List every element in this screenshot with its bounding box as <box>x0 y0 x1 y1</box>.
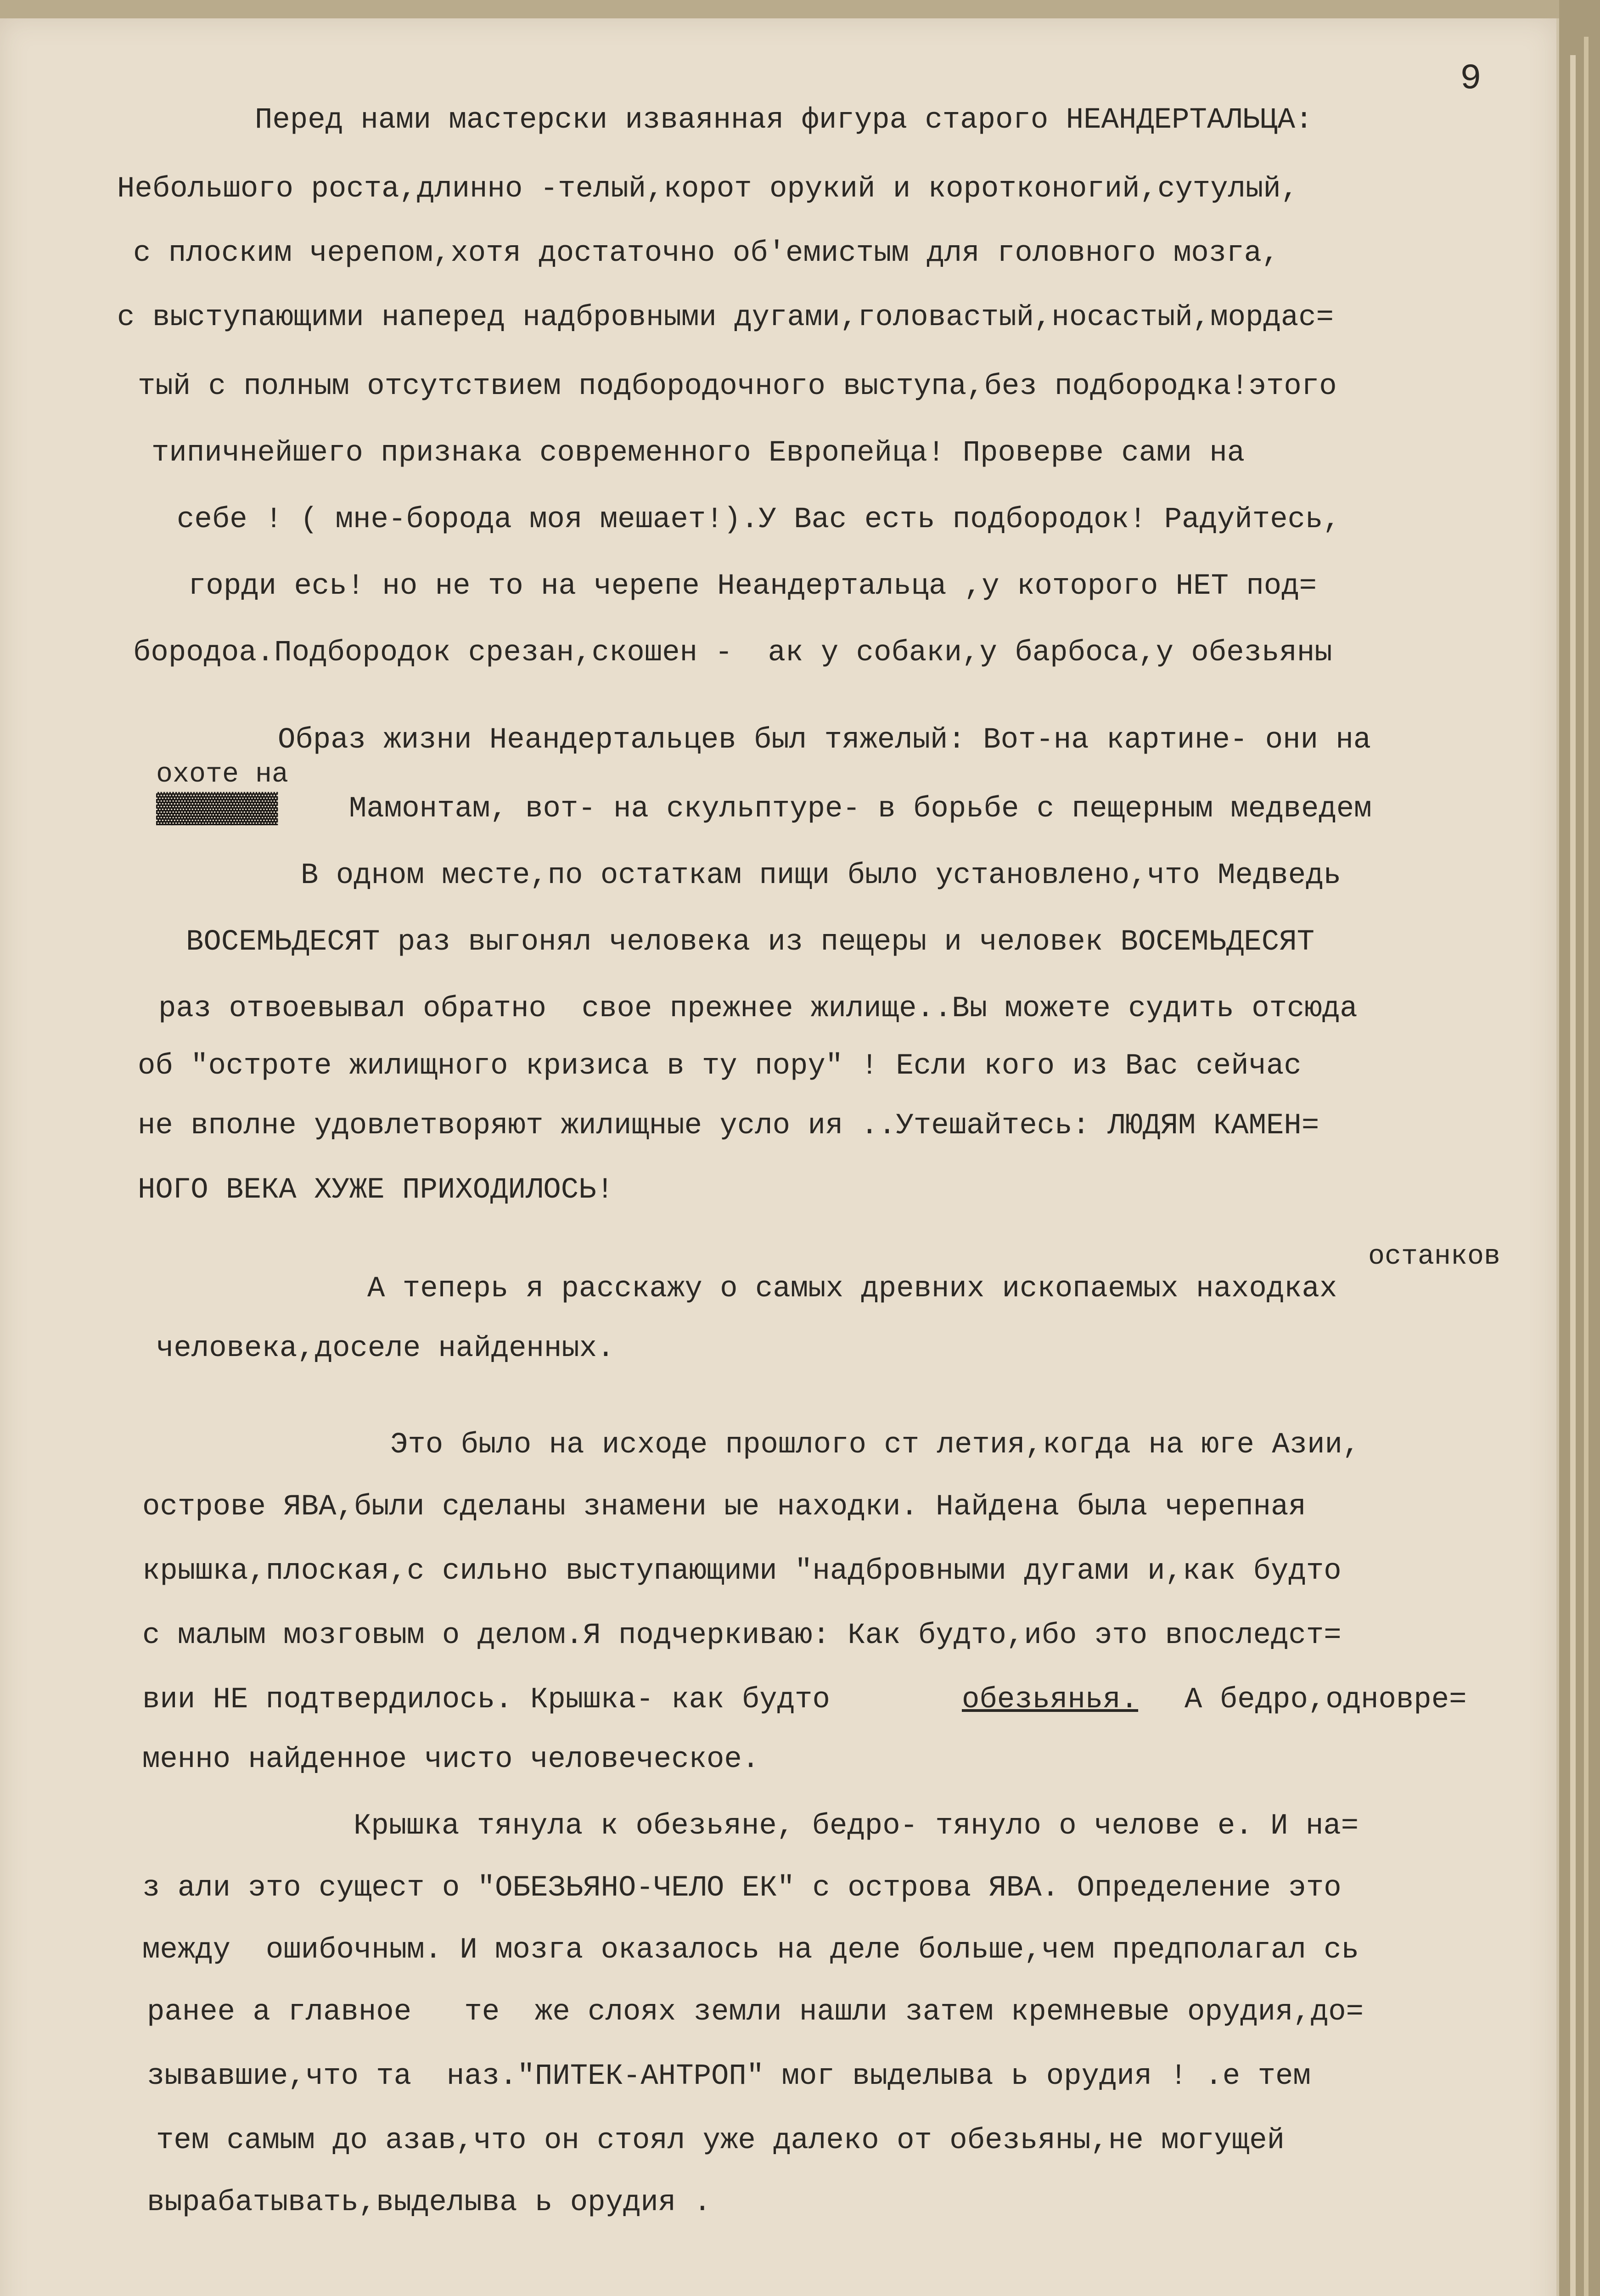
text-line-10: Образ жизни Неандертальцев был тяжелый: Вот-на картине- они на <box>278 724 1371 757</box>
text-line-21: острове ЯВА,были сделаны знамени ые находки. Найдена была черепная <box>142 1491 1306 1524</box>
text-line-14: раз отвоевывал обратно свое прежнее жилище..Вы можете судить отсюда <box>158 992 1358 1025</box>
text-line-7: себе ! ( мне-борода моя мешает!).У Вас есть подбородок! Радуйтесь, <box>177 503 1341 536</box>
text-line-8: горди есь! но не то на черепе Неандертальца ,у которого НЕТ под= <box>188 570 1317 603</box>
text-line-17: НОГО ВЕКА ХУЖЕ ПРИХОДИЛОСЬ! <box>138 1174 614 1207</box>
text-line-24: вии НЕ подтвердилось. Крышка- как будто <box>142 1683 830 1716</box>
text-line-11: Мамонтам, вот- на скульптуре- в борьбе с пещерным медведем <box>349 793 1372 826</box>
text-line-27: з али это сущест о "ОБЕЗЬЯНО-ЧЕЛО ЕК" с острова ЯВА. Определение это <box>142 1872 1342 1905</box>
text-line-3: с плоским черепом,хотя достаточно об'емистым для головного мозга, <box>133 237 1280 270</box>
text-line-31: тем самым до азав,что он стоял уже далеко от обезьяны,не могущей <box>156 2124 1285 2157</box>
text-line-20: Это было на исходе прошлого ст летия,когда на юге Азии, <box>390 1429 1360 1462</box>
text-line-6: типичнейшего признака современного Европейца! Проверве сами на <box>152 437 1245 470</box>
page-stack-edge-2 <box>1570 55 1576 2296</box>
text-line-1: Перед нами мастерски изваянная фигура старого НЕАНДЕРТАЛЬЦА: <box>255 104 1313 137</box>
text-line-15: об "остроте жилищного кризиса в ту пору" ! Если кого из Вас сейчас <box>138 1050 1302 1083</box>
page-stack-edge-3 <box>1584 37 1589 2296</box>
text-line-28: между ошибочным. И мозга оказалось на деле больше,чем предполагал сь <box>142 1934 1359 1967</box>
text-insert-above: охоте на <box>156 759 289 790</box>
text-line-26: Крышка тянула к обезьяне, бедро- тянуло о челове е. И на= <box>354 1810 1359 1843</box>
text-line-4: с выступающими наперед надбровными дугами,головастый,носастый,мордас= <box>117 301 1334 334</box>
page-stack-edge <box>1559 0 1600 2296</box>
underlined-word: обезьянья. <box>962 1683 1139 1716</box>
text-line-18: А теперь я расскажу о самых древних ископаемых находках <box>367 1272 1337 1306</box>
document-page <box>0 18 1559 2296</box>
text-line-24-end: А бедро,одновре= <box>1185 1683 1467 1716</box>
text-line-9: бородоа.Подбородок срезан,скошен - ак у собаки,у барбоса,у обезьяны <box>133 636 1332 670</box>
text-line-13: ВОСЕМЬДЕСЯТ раз выгонял человека из пещеры и человек ВОСЕМЬДЕСЯТ <box>186 926 1314 959</box>
page-number: 9 <box>1460 59 1482 99</box>
text-line-32: вырабатывать,выделыва ь орудия . <box>147 2186 711 2219</box>
text-line-29: ранее а главное те же слоях земли нашли затем кремневые орудия,до= <box>147 1996 1364 2029</box>
text-line-23: с малым мозговым о делом.Я подчеркиваю: Как будто,ибо это впоследст= <box>142 1619 1342 1652</box>
text-line-25: менно найденное чисто человеческое. <box>142 1743 760 1776</box>
text-line-22: крышка,плоская,с сильно выступающими "надбровными дугами и,как будто <box>142 1555 1342 1588</box>
text-line-12: В одном месте,по остаткам пищи было установлено,что Медведь <box>301 859 1341 892</box>
text-line-19: человека,доселе найденных. <box>156 1332 615 1365</box>
text-insert-ostankov: останков <box>1368 1241 1501 1272</box>
text-line-30: зывавшие,что та наз."ПИТЕК-АНТРОП" мог выделыва ь орудия ! .е тем <box>147 2060 1311 2093</box>
overtyped-word: ▓▓▓▓▓▓▓▓ <box>156 793 275 826</box>
text-line-2: Небольшого роста,длинно -телый,корот орукий и коротконогий,сутулый, <box>117 173 1299 206</box>
text-line-5: тый с полным отсутствием подбородочного выступа,без подбородка!этого <box>138 370 1337 403</box>
text-line-16: не вполне удовлетворяют жилищные усло ия ..Утешайтесь: ЛЮДЯМ КАМЕН= <box>138 1109 1319 1142</box>
